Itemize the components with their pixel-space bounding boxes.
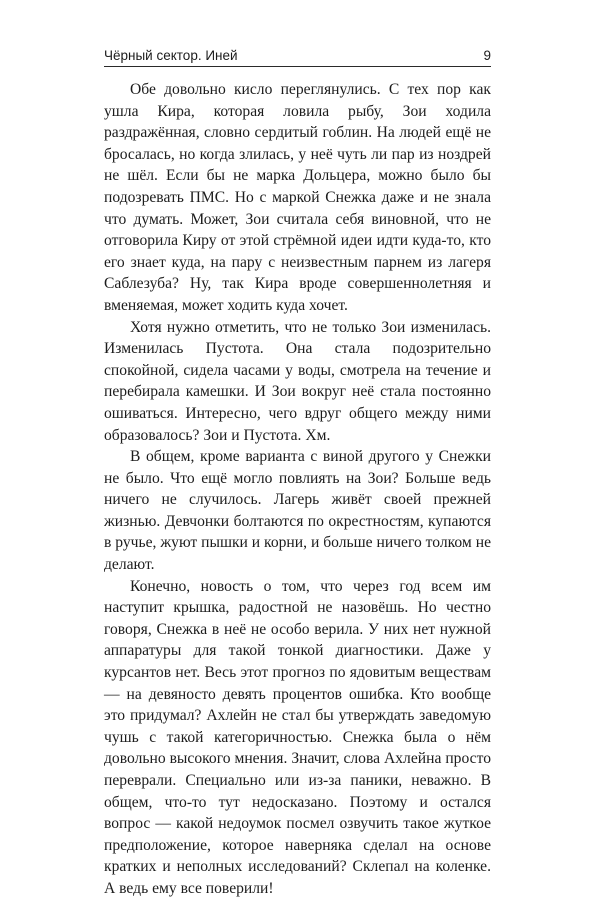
paragraph: Конечно, новость о том, что через год всем им наступит крышка, радостной не назовёшь. Но честно говоря, Снежка в неё не особо верила. У них нет нужной аппаратуры для такой тонкой диагностики. Даже у курсантов нет. Весь этот прогноз по ядовитым веществам — на девяносто девять процентов ошибка. Кто вообще это придумал? Ахлейн не стал бы утверждать заведомую чушь с такой категоричностью. Снежка была о нём довольно высокого мнения. Значит, слова Ахлейна просто переврали. Специально или из-за паники, неважно. В общем, что-то тут недосказано. Поэтому и остался вопрос — какой недоумок посмел озвучить такое жуткое предположение, которое наверняка сделал на основе кратких и неполных исследований? Склепал на коленке. А ведь ему все поверили! xyxy=(104,577,491,897)
paragraph: Хотя нужно отметить, что не только Зои изменилась. Изменилась Пустота. Она стала подозрительно спокойной, сидела часами у воды, смотрела на течение и перебирала камешки. И Зои вокруг неё стала постоянно ошиваться. Интересно, чего вдруг общего между ними образовалось? Зои и Пустота. Хм. xyxy=(104,318,491,444)
paragraph: В общем, кроме варианта с виной другого у Снежки не было. Что ещё могло повлиять на Зои? Больше ведь ничего не случилось. Лагерь живёт своей прежней жизнью. Девчонки болтаются по окрестностям, купаются в ручье, жуют пышки и корни, и больше ничего толком не делают. xyxy=(104,448,491,574)
paragraph: Обе довольно кисло переглянулись. С тех пор как ушла Кира, которая ловила рыбу, Зои ходила раздражённая, словно сердитый гоблин. На людей ещё не бросалась, но когда злилась, у неё чуть ли пар из ноздрей не шёл. Если бы не марка Дольцера, можно было бы подозревать ПМС. Но с маркой Снежка даже и не знала что думать. Может, Зои считала себя виновной, что не отговорила Киру от этой стрёмной идеи идти куда-то, кто его знает куда, на пару с неизвестным парнем из лагеря Саблезуба? Ну, так Кира вроде совершеннолетняя и вменяемая, может ходить куда хочет. xyxy=(104,81,491,314)
page-number: 9 xyxy=(483,48,491,63)
body-text xyxy=(104,79,491,900)
running-header xyxy=(104,46,491,66)
header-rule xyxy=(104,66,491,67)
book-title: Чёрный сектор. Иней xyxy=(104,48,238,63)
